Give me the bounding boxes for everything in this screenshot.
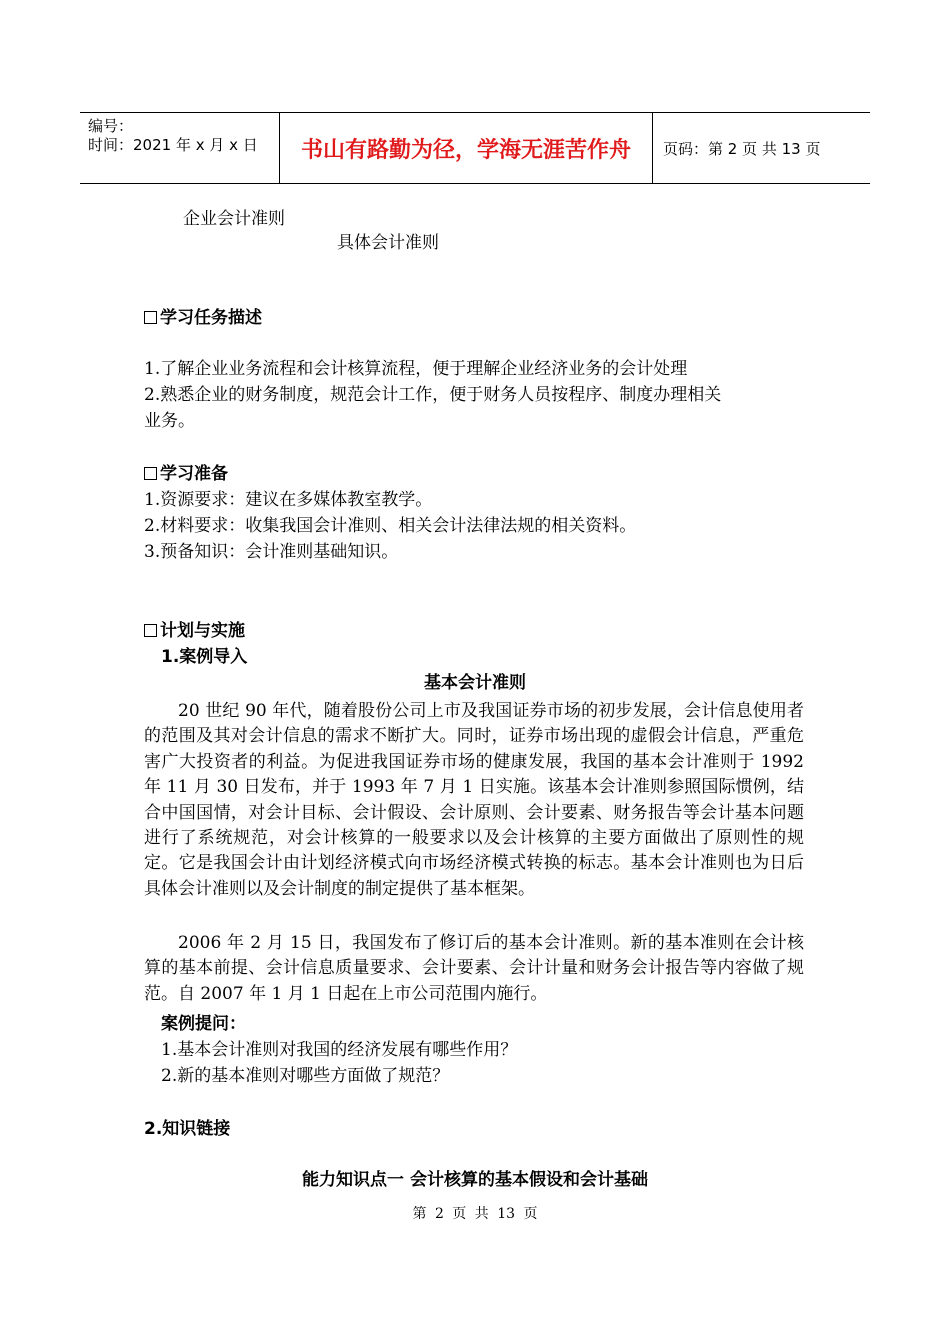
header-meta xyxy=(80,113,280,183)
intro-line-2: 具体会计准则 xyxy=(337,233,439,253)
document-header xyxy=(80,112,870,184)
section-plan-title xyxy=(144,621,245,641)
knowledge-point-title: 能力知识点一 会计核算的基本假设和会计基础 xyxy=(302,1170,648,1190)
intro-line-1: 企业会计准则 xyxy=(183,209,285,229)
prep-item-3: 3.预备知识：会计准则基础知识。 xyxy=(144,542,399,562)
header-page-info: 页码：第 2 页 共 13 页 xyxy=(663,139,821,158)
case-paragraph-2: 2006 年 2 月 15 日，我国发布了修订后的基本会计准则。新的基本准则在会计核算的基本前提、会计信息质量要求、会计要素、会计计量和财务会计报告等内容做了规范。自 2007 年 1 月 1 日起在上市公司范围内施行。 xyxy=(144,933,804,1004)
checkbox-icon xyxy=(144,311,157,324)
case-title: 基本会计准则 xyxy=(424,673,526,693)
question-item-1: 1.基本会计准则对我国的经济发展有哪些作用？ xyxy=(161,1040,518,1060)
header-motto: 书山有路勤为径，学海无涯苦作舟 xyxy=(280,113,653,183)
section-task-title xyxy=(144,308,262,328)
task-item-2-cont: 业务。 xyxy=(144,411,195,431)
serial-label: 编号： xyxy=(88,117,134,135)
case-paragraph-1: 20 世纪 90 年代，随着股份公司上市及我国证券市场的初步发展，会计信息使用者的范围及其对会计信息的需求不断扩大。同时，证券市场出现的虚假会计信息，严重危害广大投资者的利益。为促进我国证券市场的健康发展，我国的基本会计准则于 1992 年 11 月 30 日发布，并于 1993 年 7 月 1 日实施。该基本会计准则参照国际惯例，结合中国国情，对会计目标、会计假设、会计原则、会计要素、财务报告等会计基本问题进行了系统规范，对会计核算的一般要求以及会计核算的主要方面做出了原则性的规定。它是我国会计由计划经济模式向市场经济模式转换的标志。基本会计准则也为日后具体会计准则以及会计制度的制定提供了基本框架。 xyxy=(144,701,804,899)
prep-item-2: 2.材料要求：收集我国会计准则、相关会计法律法规的相关资料。 xyxy=(144,516,637,536)
knowledge-heading: 2.知识链接 xyxy=(144,1119,231,1139)
page-footer: 第 2 页 共 13 页 xyxy=(412,1206,538,1222)
checkbox-icon xyxy=(144,467,157,480)
prep-item-1: 1.资源要求：建议在多媒体教室教学。 xyxy=(144,490,433,510)
section-plan-title-text: 计划与实施 xyxy=(160,621,245,641)
task-item-1: 1.了解企业业务流程和会计核算流程，便于理解企业经济业务的会计处理 xyxy=(144,359,688,379)
section-task-title-text: 学习任务描述 xyxy=(160,308,262,328)
time-label: 时间：2021 年 x 月 x 日 xyxy=(88,136,258,154)
checkbox-icon xyxy=(144,624,157,637)
question-item-2: 2.新的基本准则对哪些方面做了规范？ xyxy=(161,1066,450,1086)
case-heading: 1.案例导入 xyxy=(161,647,248,667)
section-prep-title-text: 学习准备 xyxy=(160,464,228,484)
task-item-2: 2.熟悉企业的财务制度，规范会计工作，便于财务人员按程序、制度办理相关 xyxy=(144,385,722,405)
question-heading: 案例提问： xyxy=(161,1014,246,1034)
section-prep-title xyxy=(144,464,228,484)
